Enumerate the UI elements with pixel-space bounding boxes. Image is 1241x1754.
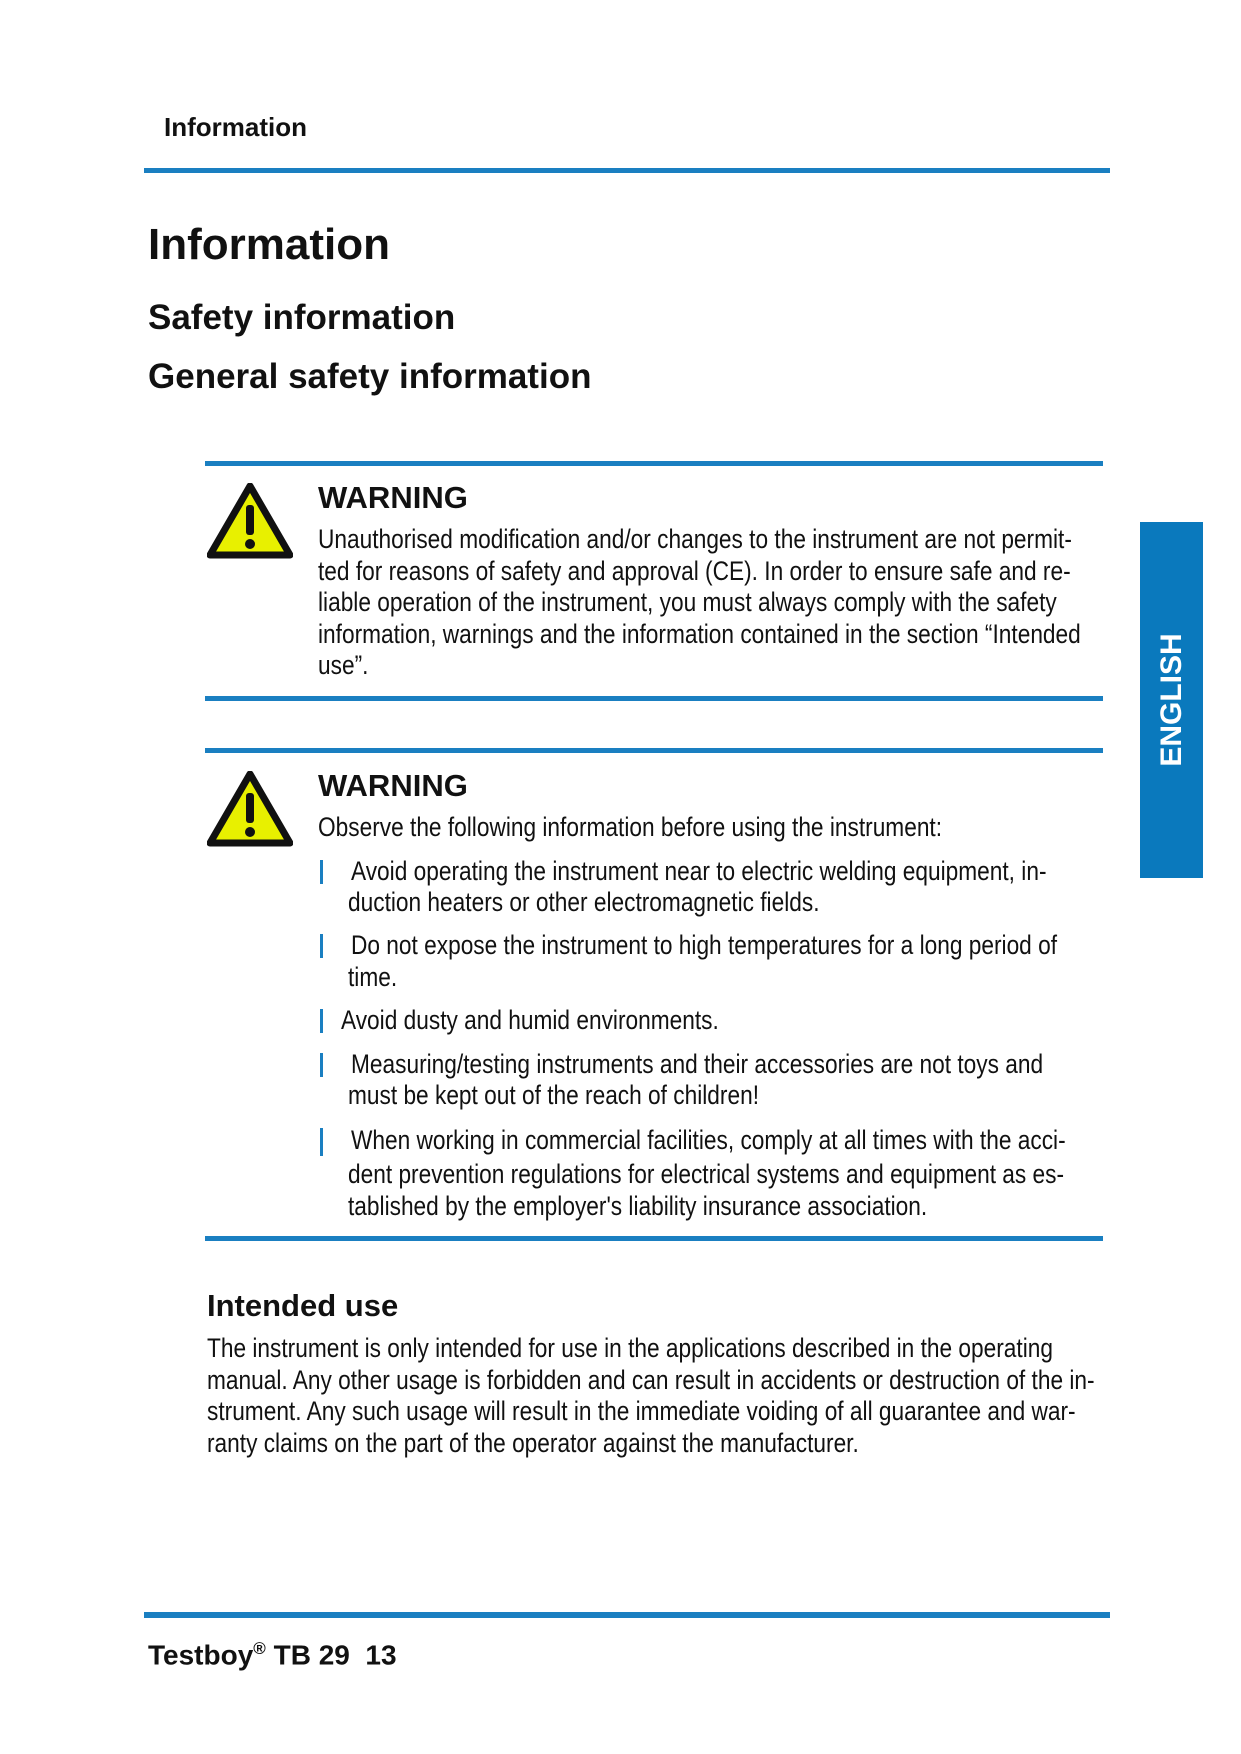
- warning1-title: WARNING: [318, 480, 468, 515]
- intended-use-text: manual. Any other usage is forbidden and can result in accidents or destruction of the in-: [207, 1365, 1095, 1395]
- bullet-marker: [320, 1053, 323, 1077]
- warning1-text: information, warnings and the information contained in the section “Intended: [318, 619, 1081, 649]
- section-heading: Safety information: [148, 298, 456, 337]
- warning1-top-rule: [205, 461, 1103, 466]
- warning2-intro: Observe the following information before using the instrument:: [318, 812, 943, 842]
- language-tab: [1140, 522, 1203, 878]
- footer-brand: Testboy: [148, 1639, 254, 1671]
- warning2-bottom-rule: [205, 1236, 1103, 1241]
- bullet-text: must be kept out of the reach of children!: [348, 1080, 760, 1110]
- bullet-text: tablished by the employer's liability insurance association.: [348, 1191, 928, 1221]
- subsection-heading: General safety information: [148, 357, 592, 396]
- footer-model: TB 29: [273, 1639, 350, 1671]
- intended-use-text: ranty claims on the part of the operator against the manufacturer.: [207, 1428, 859, 1458]
- warning1-text: Unauthorised modification and/or changes to the instrument are not permit-: [318, 524, 1072, 554]
- bullet-text: Avoid operating the instrument near to electric welding equipment, in-: [351, 856, 1047, 886]
- header-rule: [144, 168, 1110, 173]
- registered-mark: ®: [253, 1639, 266, 1658]
- bullet-text: dent prevention regulations for electrical systems and equipment as es-: [348, 1159, 1065, 1189]
- warning1-text: ted for reasons of safety and approval (CE). In order to ensure safe and re-: [318, 556, 1071, 586]
- language-tab-label: ENGLISH: [1154, 633, 1188, 767]
- bullet-marker: [320, 934, 323, 958]
- bullet-text: Do not expose the instrument to high temperatures for a long period of: [351, 930, 1058, 960]
- warning1-text: use”.: [318, 650, 369, 680]
- warning2-top-rule: [205, 748, 1103, 753]
- warning-triangle-icon: [207, 771, 293, 847]
- warning1-bottom-rule: [205, 696, 1103, 701]
- bullet-marker: [320, 860, 323, 884]
- bullet-marker: [320, 1128, 323, 1156]
- running-header: Information: [164, 112, 307, 142]
- warning2-title: WARNING: [318, 768, 468, 803]
- bullet-text: Measuring/testing instruments and their accessories are not toys and: [351, 1049, 1044, 1079]
- bullet-text: time.: [348, 962, 398, 992]
- warning-triangle-icon: [207, 483, 293, 559]
- intended-use-heading: Intended use: [207, 1288, 399, 1323]
- footer-rule: [144, 1612, 1110, 1618]
- bullet-text: Avoid dusty and humid environments.: [341, 1005, 719, 1035]
- warning1-text: liable operation of the instrument, you must always comply with the safety: [318, 587, 1057, 617]
- footer: [148, 1639, 397, 1671]
- bullet-text: When working in commercial facilities, comply at all times with the acci-: [351, 1125, 1066, 1155]
- page-title: Information: [148, 220, 390, 269]
- bullet-marker: [320, 1009, 323, 1033]
- intended-use-text: strument. Any such usage will result in the immediate voiding of all guarantee and war-: [207, 1396, 1076, 1426]
- bullet-text: duction heaters or other electromagnetic fields.: [348, 887, 820, 917]
- page-number: 13: [365, 1639, 397, 1671]
- intended-use-text: The instrument is only intended for use in the applications described in the operating: [207, 1333, 1053, 1363]
